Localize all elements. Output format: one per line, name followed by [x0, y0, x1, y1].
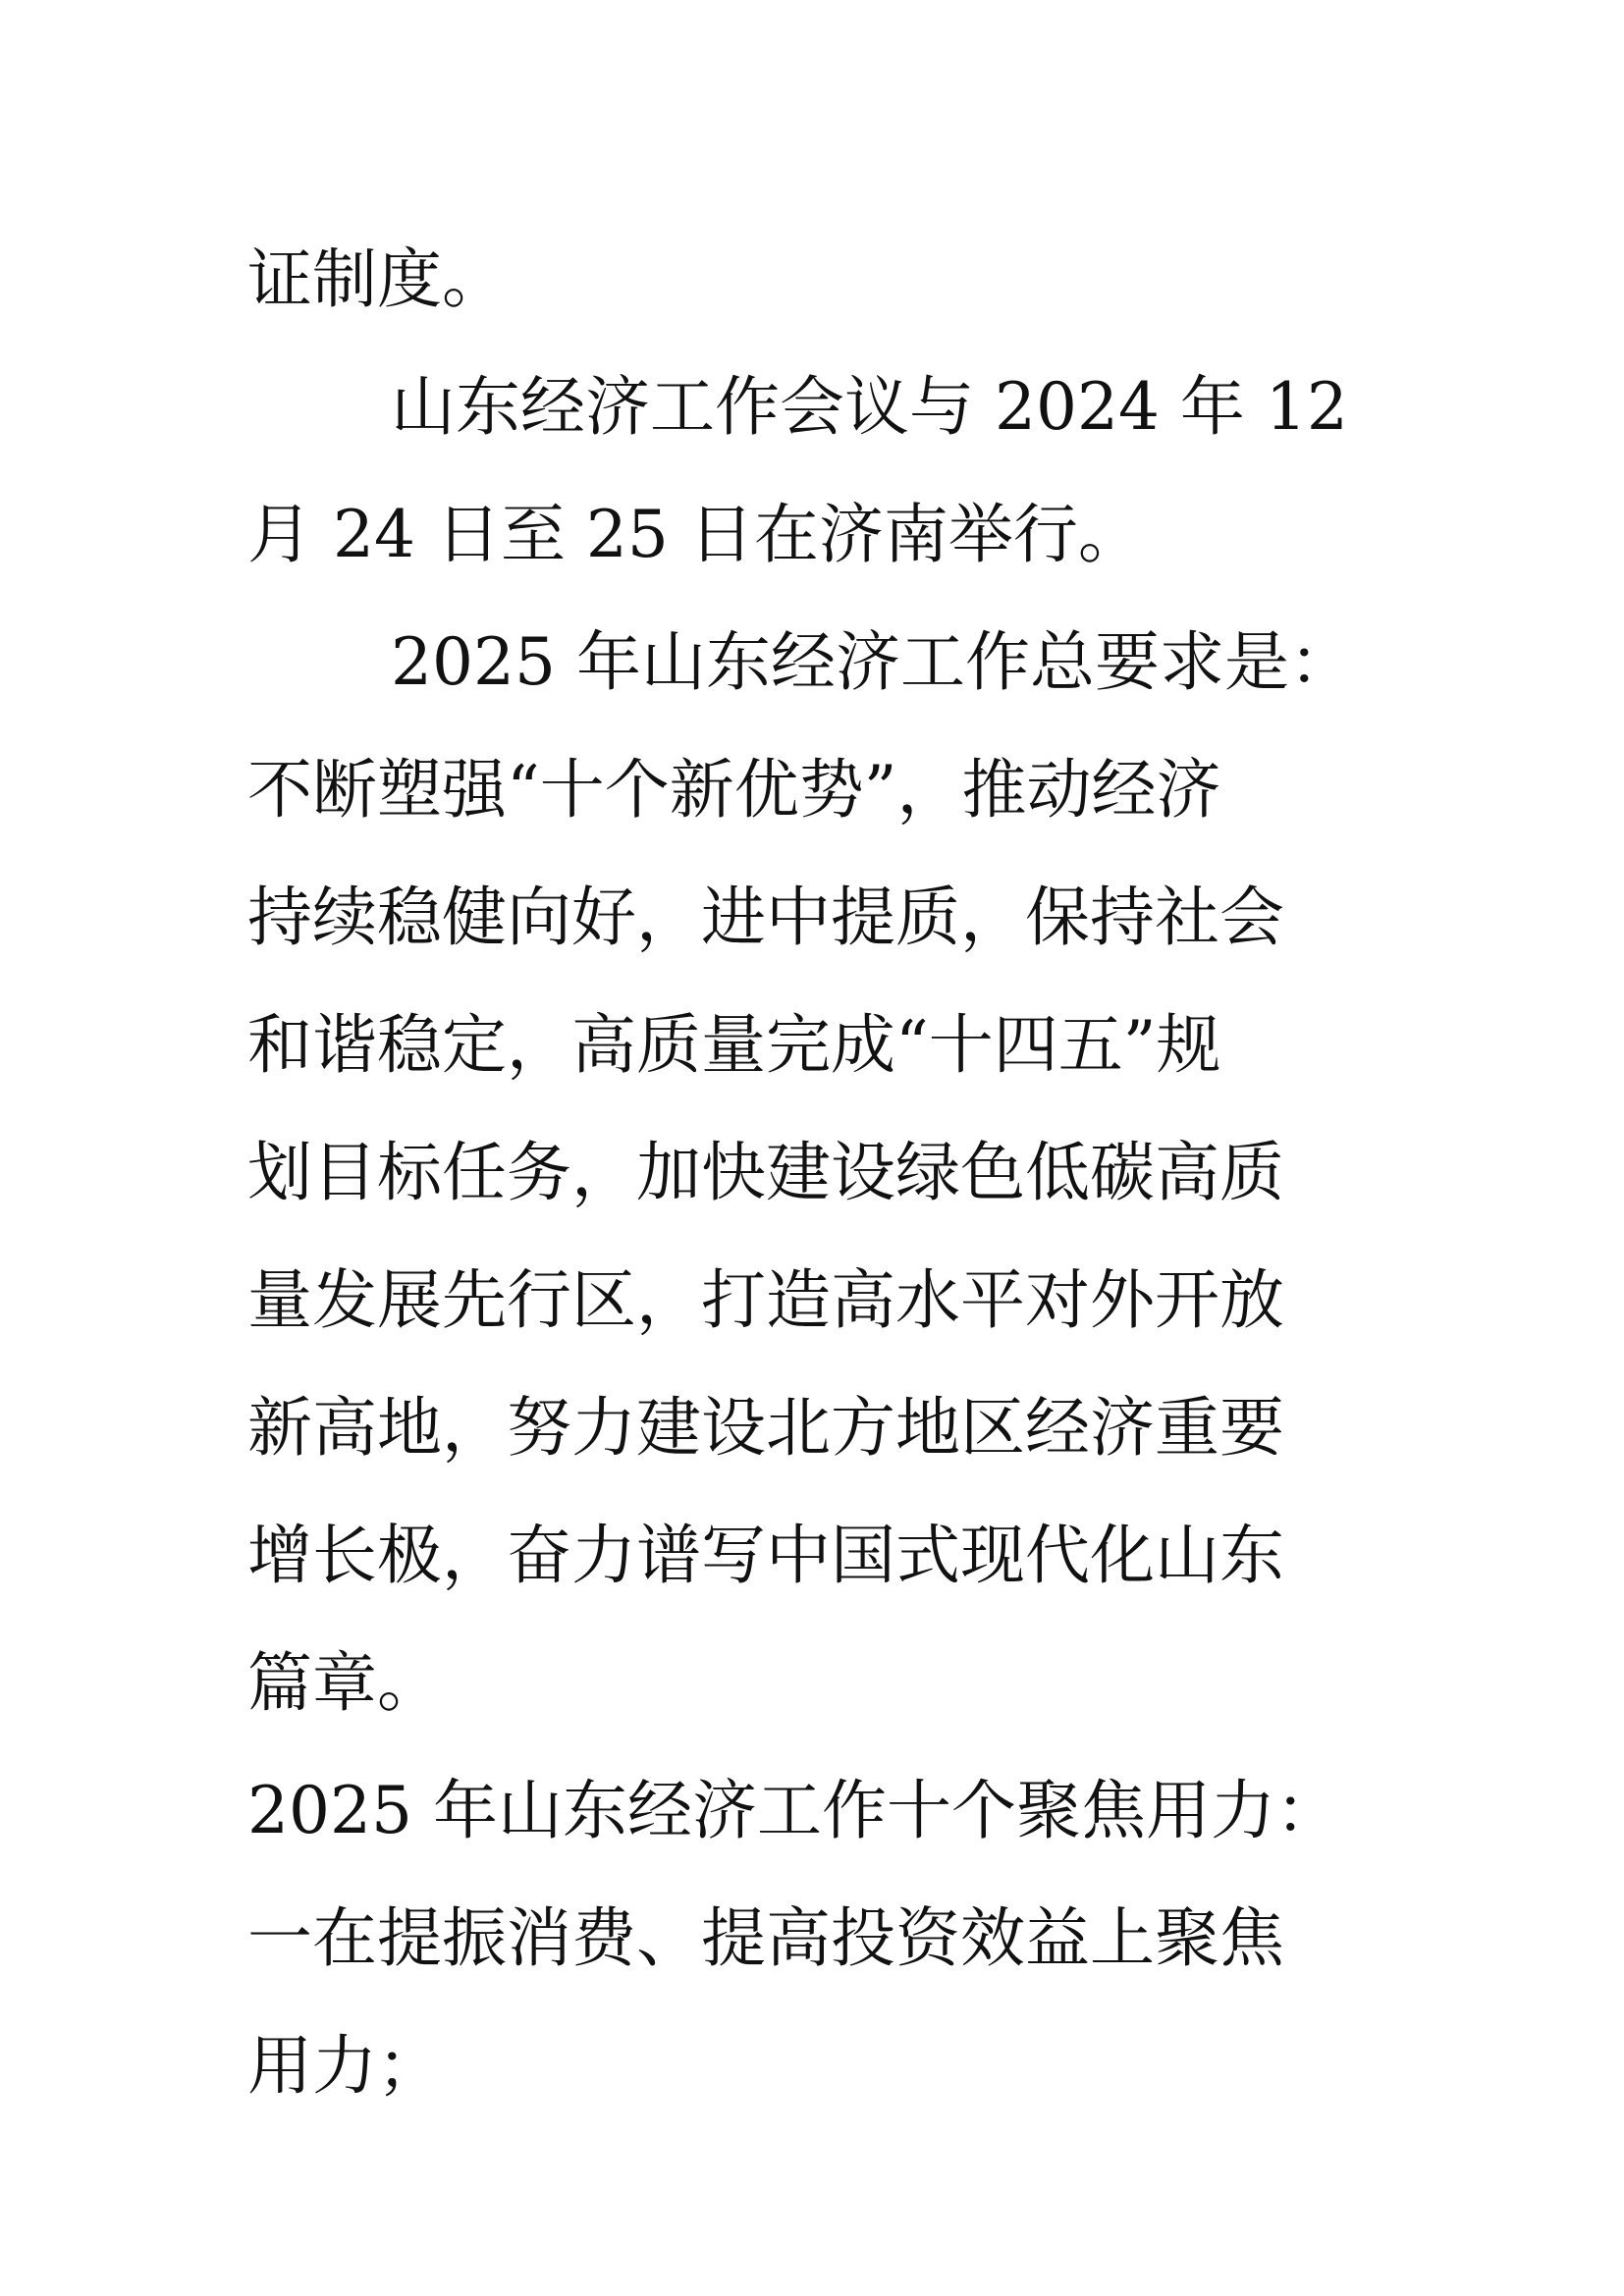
text-line: 月 24 日至 25 日在济南举行。	[247, 497, 1143, 572]
body-text	[247, 216, 1386, 2130]
text-line: 篇章。	[247, 1645, 442, 1721]
text-line: 用力；	[247, 2028, 442, 2104]
text-line: 2025 年山东经济工作十个聚焦用力：	[247, 1773, 1340, 1848]
text-line: 增长极，奋力谱写中国式现代化山东	[247, 1518, 1284, 1593]
text-line: 证制度。	[247, 241, 507, 317]
text-line: 2025 年山东经济工作总要求是：	[391, 624, 1354, 700]
text-line: 划目标任务，加快建设绿色低碳高质	[247, 1135, 1284, 1210]
text-line: 一在提振消费、提高投资效益上聚焦	[247, 1900, 1284, 1976]
text-line: 和谐稳定，高质量完成“十四五”规	[247, 1007, 1221, 1083]
text-line: 山东经济工作会议与 2024 年 12	[391, 369, 1348, 445]
text-line: 新高地，努力建设北方地区经济重要	[247, 1390, 1284, 1466]
text-line: 量发展先行区，打造高水平对外开放	[247, 1262, 1284, 1338]
text-line: 不断塑强“十个新优势”，推动经济	[247, 752, 1221, 828]
text-line: 持续稳健向好，进中提质，保持社会	[247, 880, 1284, 955]
